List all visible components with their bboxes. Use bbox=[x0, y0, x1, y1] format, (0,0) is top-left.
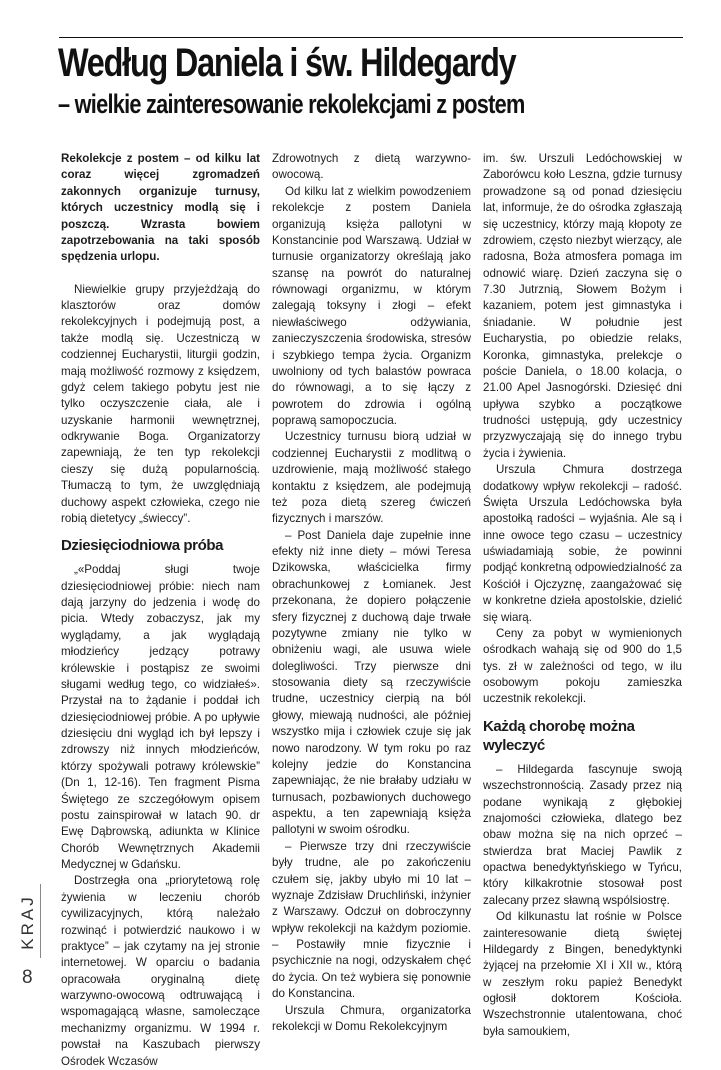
text-column-2 bbox=[272, 151, 471, 1035]
article-lead: Rekolekcje z postem – od kilku lat coraz więcej zgromadzeń zakonnych organizuje turnusy, których uczestnicy modlą się i poszczą. Wzrasta bowiem zapotrzebowania na taki sposób spędzenia urlopu. bbox=[61, 152, 260, 264]
paragraph: Od kilku lat z wielkim powodzeniem rekolekcje z postem Daniela organizują księża pallotyni w Konstancinie pod Warszawą. Udział w turnusie organizatorzy określają jako szansę na powrót do naturalnej równowagi organizmu, w którym zalegają toksyny i złogi – efekt niewłaściwego odżywiania, zanieczyszczenia środowiska, stresów i szybkiego tempa życia. Organizm uwolniony od tych balastów powraca do równowagi, a to się łączy z powrotem do zdrowia i ogólną poprawą samopoczucia. bbox=[272, 184, 471, 427]
section-heading-1: Dziesięciodniowa próba bbox=[61, 537, 224, 555]
paragraph: – Pierwsze trzy dni rzeczywiście były trudne, ale po zakończeniu czułem się, jakby ubyło mi 10 lat – wyznaje Zdzisław Druchliński, inżynier z Warszawy. Odczuł on dobroczynny wpływ rekolekcji na każdym poziomie. – Postawiły mnie fizycznie i psychicznie na nogi, odzyskałem chęć do życia. On też wybiera się ponownie do Konstancina. bbox=[272, 839, 471, 1001]
article-subtitle: – wielkie zainteresowanie rekolekcjami z postem bbox=[58, 89, 525, 119]
paragraph: im. św. Urszuli Ledóchowskiej w Zaborówcu koło Leszna, gdzie turnusy prowadzone są od ponad dziesięciu lat, informuje, że do ośrodka zgłaszają się uczestnicy, którzy mają kłopoty ze zdrowiem, często niezbyt wierzący, ale radosna, Boża atmosfera pomaga im odnowić wiarę. Dzień zaczyna się o 7.30 Jutrznią, Słowem Bożym i kazaniem, potem jest gimnastyka i śniadanie. W południe jest Eucharystia, po obiedzie relaks, Koronka, gimnastyka, prelekcje o poście Daniela, o 18.00 kolacja, o 21.00 Apel Jasnogórski. Dziesięć dni upływa szybko a początkowe trudności ustępują, gdy uczestnicy przyzwyczajają się do innego trybu życia i żywienia. bbox=[483, 152, 682, 460]
text-column-3 bbox=[483, 151, 682, 1040]
section-label bbox=[18, 892, 38, 952]
paragraph: Urszula Chmura, organizatorka rekolekcji w Domu Rekolekcyjnym bbox=[272, 1003, 471, 1033]
paragraph: Dostrzegła ona „priorytetową rolę żywienia w leczeniu chorób cywilizacyjnych, którą należało rozwinąć i potwierdzić naukowo i w praktyce” – jak czytamy na jej stronie internetowej. W oparciu o badania opracowała oryginalną dietę warzywno-owocową odtruwającą i wspomagającą własne, samoleczące mechanizmy organizmu. W 1994 r. powstał na Kaszubach pierwszy Ośrodek Wczasów bbox=[61, 874, 260, 1068]
paragraph: – Post Daniela daje zupełnie inne efekty niż inne diety – mówi Teresa Dzikowska, właścicielka firmy obrachunkowej z Łomianek. Jest przekonana, że dopiero połączenie sfery fizycznej z duchową daje trwałe pozytywne zmiany nie tylko w obniżeniu wagi, ale usuwa wiele dolegliwości. Trzy pierwsze dni stosowania diety są rzeczywiście trudne, uczestnicy cierpią na ból głowy, miewają nudności, ale później wszystko mija i człowiek czuje się jak nowo narodzony. W tym roku po raz kolejny jedzie do Konstancina zapewniając, że nie brałaby udziału w turnusach, pozbawionych duchowego aspektu, a ten zapewniają księża pallotyni w swoim ośrodku. bbox=[272, 528, 471, 837]
paragraph: Uczestnicy turnusu biorą udział w codziennej Eucharystii z modlitwą o uzdrowienie, mają możliwość stałego kontaktu z księdzem, ale podejmują też poza dietą szereg ćwiczeń fizycznych i marszów. bbox=[272, 430, 471, 526]
section-label-text: KRAJ bbox=[18, 894, 37, 950]
paragraph: Niewielkie grupy przyjeżdżają do klasztorów oraz domów rekolekcyjnych i podejmują post, a także modlą się. Uczestniczą w codziennej Eucharystii, liturgii godzin, mają możliwość rozmowy z księdzem, gdyż celem takiego pobytu jest nie tylko oczyszczenie ciała, ale i uzyskanie harmonii wewnętrznej, odkrywanie Boga. Organizatorzy zapewniają, że ten typ rekolekcji cieszy się dużą popularnością. Tłumaczą to tym, że uwzględniają duchowy aspekt człowieka, czego nie robią dietetycy „świeccy”. bbox=[61, 282, 260, 525]
side-divider bbox=[40, 884, 41, 958]
paragraph: „«Poddaj sługi twoje dziesięciodniowej próbie: niech nam dają jarzyny do jedzenia i wodę do picia. Wtedy zobaczysz, jak my wyglądamy, a jak wyglądają młodzieńcy jedzący potrawy królewskie i postąpisz ze swoimi sługami według tego, co widziałeś». Przystał na to żądanie i poddał ich dziesięciodniowej próbie. A po upływie dziesięciu dni wygląd ich był lepszy i zdrowszy niż innych młodzieńców, którzy spożywali potrawy królewskie” (Dn 1, 12-16). Ten fragment Pisma Świętego ze szczegółowym opisem postu zainspirował w latach 90. dr Ewę Dąbrowską, adiunkta w Klinice Chorób Wewnętrznych Akademii Medycznej w Gdańsku. bbox=[61, 563, 260, 871]
paragraph: – Hildegarda fascynuje swoją wszechstronnością. Zasady przez nią podane wynikają z głębokiej znajomości człowieka, dlatego bez obaw można się na nich oprzeć – stwierdza brat Maciej Pawlik z opactwa benedyktyńskiego w Tyńcu, który kilkakrotnie stosował post zalecany przez sławną wspólsiostrę. bbox=[483, 762, 682, 907]
top-rule bbox=[59, 37, 683, 38]
section-heading-2: Każdą chorobę można wyleczyć bbox=[483, 717, 635, 754]
page-number: 8 bbox=[22, 967, 33, 988]
paragraph: Urszula Chmura dostrzega dodatkowy wpływ rekolekcji – radość. Święta Urszula Ledóchowska była apostołką radości – wyjaśnia. Ale są i inne owoce tego czasu – uczestnicy uświadamiają sobie, że powinni podjąć konkretną odpowiedzialność za Kościół i Ojczyznę, zaangażować się w konkretne dzieła apostolskie, dzielić się wiarą. bbox=[483, 463, 682, 624]
paragraph: Ceny za pobyt w wymienionych ośrodkach wahają się od 900 do 1,5 tys. zł w zależności od tego, w ilu osobowym pokoju zamieszka uczestnik rekolekcji. bbox=[483, 626, 682, 706]
article-title: Według Daniela i św. Hildegardy bbox=[58, 41, 516, 85]
text-column-1 bbox=[61, 151, 260, 1070]
paragraph: Od kilkunastu lat rośnie w Polsce zainteresowanie dietą świętej Hildegardy z Bingen, benedyktynki żyjącej na przełomie XI i XII w., którą w zeszłym roku papież Benedykt ogłosił doktorem Kościoła. Wszechstronnie utalentowana, choć była samoukiem, bbox=[483, 910, 682, 1038]
paragraph: Zdrowotnych z dietą warzywno-owocową. bbox=[272, 152, 471, 182]
